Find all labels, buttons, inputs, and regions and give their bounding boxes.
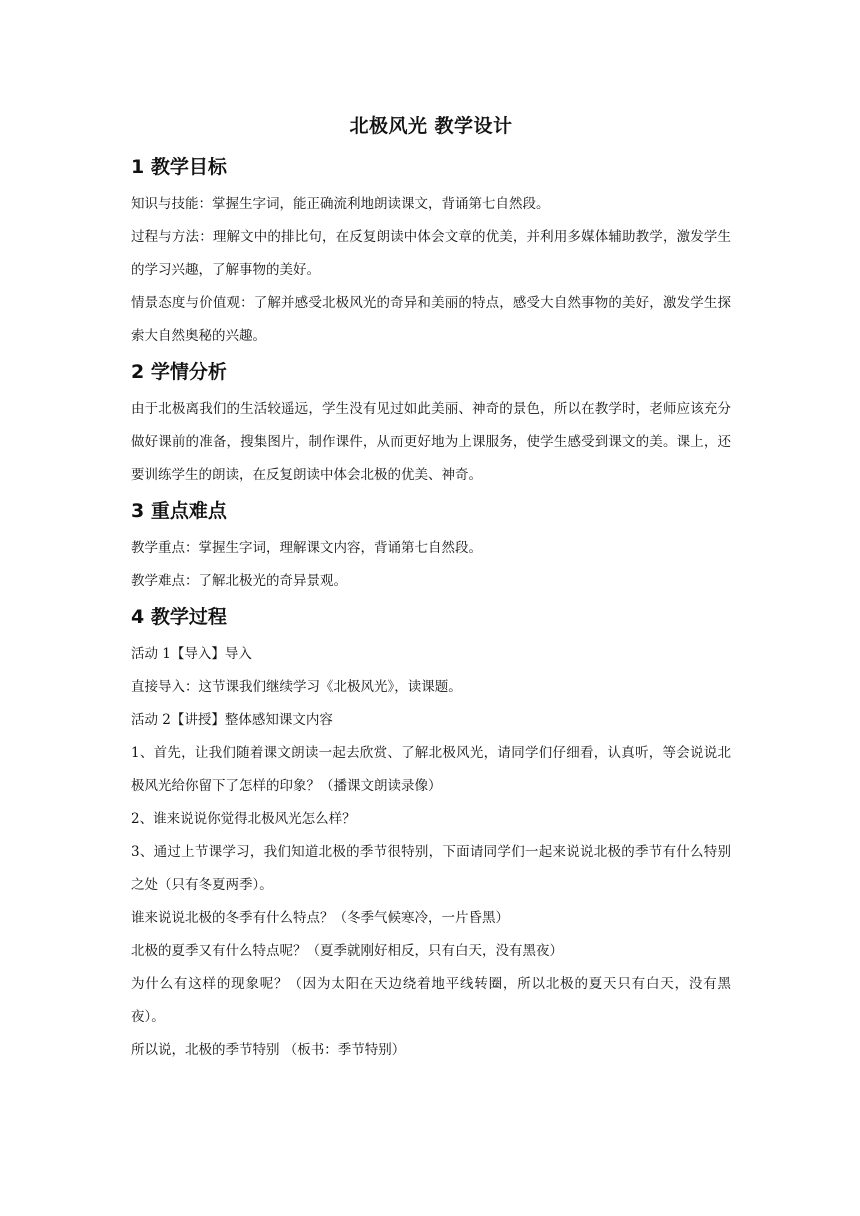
paragraph: 教学难点：了解北极光的奇异景观。 [131, 573, 347, 589]
section-teaching-process [131, 602, 731, 1067]
section-student-analysis [131, 357, 731, 492]
paragraph: 3、通过上节课学习，我们知道北极的季节很特别，下面请同学们一起来说说北极的季节有什么特别之处（只有冬夏两季）。 [131, 844, 731, 893]
section-teaching-goals [131, 152, 731, 353]
paragraph: 情景态度与价值观：了解并感受北极风光的奇异和美丽的特点，感受大自然事物的美好，激发学生探索大自然奥秘的兴趣。 [131, 295, 731, 344]
section-heading: 4 教学过程 [131, 606, 227, 628]
paragraph: 活动 1【导入】导入 [131, 646, 252, 662]
paragraph: 谁来说说北极的冬季有什么特点？（冬季气候寒冷，一片昏黑） [131, 910, 509, 926]
paragraph: 2、谁来说说你觉得北极风光怎么样？ [131, 811, 356, 827]
document-body [131, 112, 731, 1071]
paragraph: 活动 2【讲授】整体感知课文内容 [131, 712, 333, 728]
section-heading: 1 教学目标 [131, 156, 227, 178]
paragraph: 北极的夏季又有什么特点呢？（夏季就刚好相反，只有白天，没有黑夜） [131, 943, 563, 959]
section-key-points [131, 496, 731, 598]
document-title: 北极风光 教学设计 [349, 115, 513, 137]
paragraph: 所以说，北极的季节特别 （板书：季节特别） [131, 1042, 406, 1058]
paragraph: 1、首先，让我们随着课文朗读一起去欣赏、了解北极风光，请同学们仔细看，认真听，等会说说北极风光给你留下了怎样的印象？（播课文朗读录像） [131, 745, 731, 794]
paragraph: 由于北极离我们的生活较遥远，学生没有见过如此美丽、神奇的景色，所以在教学时，老师应该充分做好课前的准备，搜集图片，制作课件，从而更好地为上课服务，使学生感受到课文的美。课上，还要训练学生的朗读，在反复朗读中体会北极的优美、神奇。 [131, 401, 731, 483]
paragraph: 为什么有这样的现象呢？（因为太阳在天边绕着地平线转圈，所以北极的夏天只有白天，没有黑夜）。 [131, 976, 731, 1025]
paragraph: 过程与方法：理解文中的排比句，在反复朗读中体会文章的优美，并利用多媒体辅助教学，激发学生的学习兴趣，了解事物的美好。 [131, 229, 731, 278]
paragraph: 知识与技能：掌握生字词，能正确流利地朗读课文，背诵第七自然段。 [131, 196, 550, 212]
section-heading: 2 学情分析 [131, 361, 227, 383]
section-heading: 3 重点难点 [131, 500, 227, 522]
paragraph: 直接导入：这节课我们继续学习《北极风光》，读课题。 [131, 679, 462, 695]
paragraph: 教学重点：掌握生字词，理解课文内容，背诵第七自然段。 [131, 540, 482, 556]
